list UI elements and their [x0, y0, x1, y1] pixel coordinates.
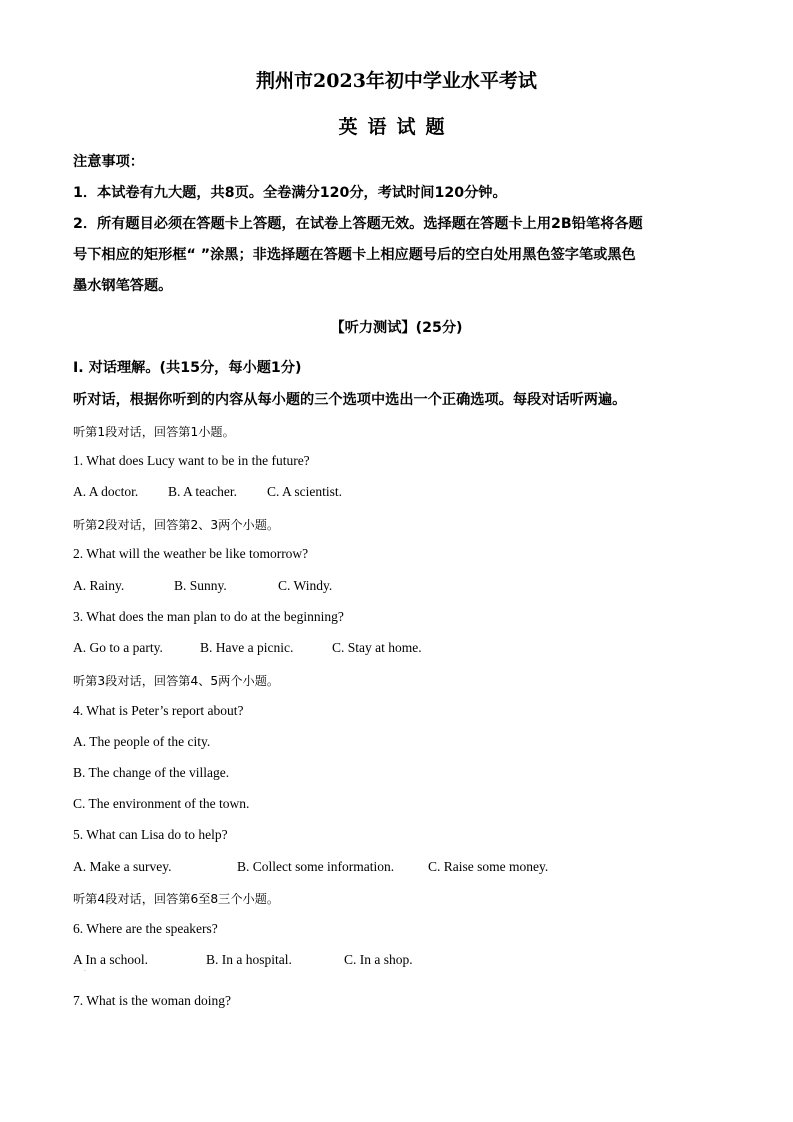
question-3-option-a[interactable]: A. Go to a party.: [73, 640, 163, 655]
dialog-3-note: 听第3段对话，回答第4、5两个小题。: [73, 674, 280, 688]
notice-heading: 注意事项：: [73, 154, 144, 170]
question-3-option-b[interactable]: B. Have a picnic.: [200, 640, 294, 655]
dialog-1-note: 听第1段对话，回答第1小题。: [73, 425, 235, 439]
question-7: 7. What is the woman doing?: [73, 993, 231, 1008]
question-6-option-c[interactable]: C. In a shop.: [344, 952, 413, 967]
dialog-2-note: 听第2段对话，回答第2、3两个小题。: [73, 518, 280, 532]
question-1-option-a[interactable]: A. A doctor.: [73, 484, 139, 499]
question-6-option-b[interactable]: B. In a hospital.: [206, 952, 292, 967]
question-6: 6. Where are the speakers?: [73, 921, 218, 936]
part-1-title: Ⅰ. 对话理解。(共15分，每小题1分): [73, 360, 302, 376]
question-1-option-c[interactable]: C. A scientist.: [267, 484, 343, 499]
question-6-option-a[interactable]: A In a school.: [73, 952, 148, 967]
exam-title: 荆州市2023年初中学业水平考试: [256, 70, 537, 92]
listening-section-title: 【听力测试】(25分): [330, 320, 463, 336]
question-4-option-b[interactable]: B. The change of the village.: [73, 765, 230, 780]
question-1: 1. What does Lucy want to be in the future?: [73, 453, 310, 468]
question-5-option-b[interactable]: B. Collect some information.: [237, 859, 395, 874]
notice-item-1: 1．本试卷有九大题，共8页。全卷满分120分，考试时间120分钟。: [73, 185, 507, 201]
question-4: 4. What is Peter’s report about?: [73, 703, 244, 718]
question-4-option-a[interactable]: A. The people of the city.: [73, 734, 211, 749]
question-2-option-b[interactable]: B. Sunny.: [174, 578, 227, 593]
stray-dot-mark: ·: [84, 968, 86, 975]
question-3: 3. What does the man plan to do at the beginning?: [73, 609, 344, 624]
part-1-instruction: 听对话，根据你听到的内容从每小题的三个选项中选出一个正确选项。每段对话听两遍。: [73, 392, 627, 408]
question-2: 2. What will the weather be like tomorrow?: [73, 546, 309, 561]
question-5-option-a[interactable]: A. Make a survey.: [73, 859, 172, 874]
notice-item-2-line-1: 2．所有题目必须在答题卡上答题，在试卷上答题无效。选择题在答题卡上用2B铅笔将各题: [73, 216, 643, 232]
exam-subtitle: 英语试题: [338, 116, 455, 138]
question-2-option-a[interactable]: A. Rainy.: [73, 578, 125, 593]
question-3-option-c[interactable]: C. Stay at home.: [332, 640, 422, 655]
notice-item-2-line-3: 墨水钢笔答题。: [73, 278, 173, 294]
dialog-4-note: 听第4段对话，回答第6至8三个小题。: [73, 892, 280, 906]
question-5-option-c[interactable]: C. Raise some money.: [428, 859, 549, 874]
question-5: 5. What can Lisa do to help?: [73, 827, 228, 842]
question-1-option-b[interactable]: B. A teacher.: [168, 484, 237, 499]
question-4-option-c[interactable]: C. The environment of the town.: [73, 796, 250, 811]
notice-item-2-line-2: 号下相应的矩形框“ ”涂黑；非选择题在答题卡上相应题号后的空白处用黑色签字笔或黑色: [73, 247, 636, 263]
question-2-option-c[interactable]: C. Windy.: [278, 578, 333, 593]
